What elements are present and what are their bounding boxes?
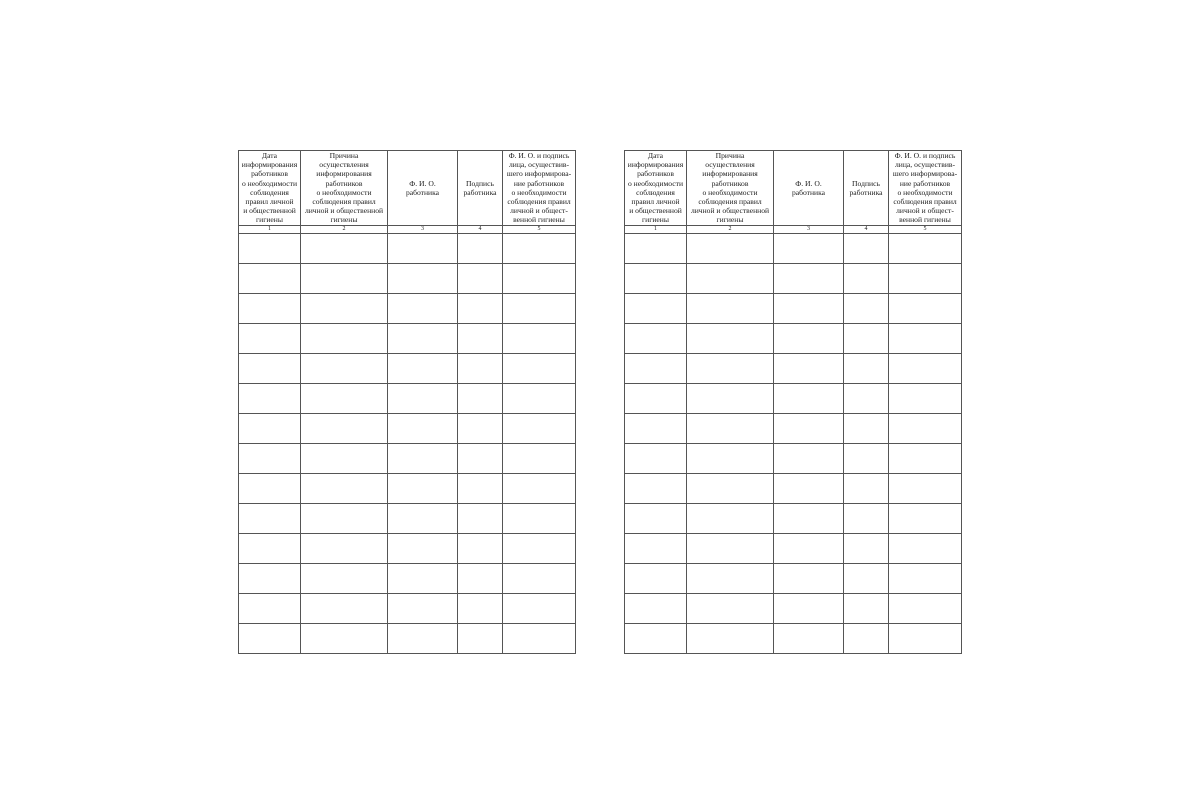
empty-cell	[687, 503, 774, 533]
empty-cell	[889, 533, 962, 563]
journal-row	[625, 413, 962, 443]
empty-cell	[388, 413, 458, 443]
journal-row	[239, 383, 576, 413]
column-number: 5	[503, 225, 576, 233]
empty-cell	[388, 383, 458, 413]
empty-cell	[625, 593, 687, 623]
empty-cell	[458, 623, 503, 653]
empty-cell	[388, 293, 458, 323]
journal-row	[625, 353, 962, 383]
empty-cell	[687, 293, 774, 323]
empty-cell	[239, 293, 301, 323]
journal-row	[625, 293, 962, 323]
empty-cell	[239, 593, 301, 623]
empty-cell	[889, 503, 962, 533]
empty-cell	[889, 623, 962, 653]
journal-row	[239, 593, 576, 623]
empty-cell	[503, 473, 576, 503]
empty-cell	[301, 443, 388, 473]
column-number: 2	[687, 225, 774, 233]
empty-cell	[301, 473, 388, 503]
journal-row	[625, 443, 962, 473]
empty-cell	[239, 473, 301, 503]
empty-cell	[458, 503, 503, 533]
empty-cell	[625, 323, 687, 353]
empty-cell	[239, 503, 301, 533]
journal-row	[625, 473, 962, 503]
empty-cell	[301, 533, 388, 563]
empty-cell	[687, 413, 774, 443]
empty-cell	[458, 563, 503, 593]
empty-cell	[889, 233, 962, 263]
empty-cell	[301, 503, 388, 533]
empty-cell	[774, 413, 844, 443]
header-employee-name: Ф. И. О. работника	[388, 151, 458, 226]
empty-cell	[687, 623, 774, 653]
empty-cell	[774, 293, 844, 323]
journal-row	[625, 323, 962, 353]
header-informer: Ф. И. О. и подпись лица, осуществив- шего информирова- ние работников о необходимости соблюдения правил личной и общест- венной гигиены	[503, 151, 576, 226]
journal-row	[239, 413, 576, 443]
empty-cell	[239, 233, 301, 263]
empty-cell	[388, 263, 458, 293]
empty-cell	[844, 563, 889, 593]
empty-cell	[774, 383, 844, 413]
journal-table	[238, 150, 576, 654]
header-row	[625, 151, 962, 226]
empty-cell	[458, 383, 503, 413]
empty-cell	[774, 233, 844, 263]
header-employee-name: Ф. И. О. работника	[774, 151, 844, 226]
header-reason: Причина осуществления информирования работников о необходимости соблюдения правил личной и общественной гигиены	[301, 151, 388, 226]
empty-cell	[458, 413, 503, 443]
empty-cell	[503, 323, 576, 353]
empty-cell	[625, 533, 687, 563]
column-number: 1	[625, 225, 687, 233]
column-number: 3	[388, 225, 458, 233]
header-employee-signature: Подпись работника	[458, 151, 503, 226]
empty-cell	[687, 443, 774, 473]
header-informer: Ф. И. О. и подпись лица, осуществив- шего информирова- ние работников о необходимости соблюдения правил личной и общест- венной гигиены	[889, 151, 962, 226]
empty-cell	[625, 473, 687, 503]
empty-cell	[844, 413, 889, 443]
journal-row	[239, 473, 576, 503]
empty-cell	[458, 263, 503, 293]
empty-cell	[687, 233, 774, 263]
empty-cell	[388, 623, 458, 653]
empty-cell	[503, 353, 576, 383]
column-number-row	[625, 225, 962, 233]
empty-cell	[458, 353, 503, 383]
empty-cell	[503, 233, 576, 263]
empty-cell	[458, 443, 503, 473]
journal-row	[625, 533, 962, 563]
empty-cell	[687, 353, 774, 383]
empty-cell	[774, 593, 844, 623]
empty-cell	[388, 503, 458, 533]
empty-cell	[301, 263, 388, 293]
column-number: 4	[844, 225, 889, 233]
empty-cell	[239, 563, 301, 593]
empty-cell	[239, 353, 301, 383]
journal-row	[625, 263, 962, 293]
empty-cell	[889, 443, 962, 473]
empty-cell	[774, 533, 844, 563]
empty-cell	[301, 293, 388, 323]
journal-row	[239, 533, 576, 563]
empty-cell	[458, 593, 503, 623]
empty-cell	[844, 293, 889, 323]
header-date: Дата информирования работников о необходимости соблюдения правил личной и общественной гигиены	[625, 151, 687, 226]
journal-row	[239, 353, 576, 383]
column-number: 5	[889, 225, 962, 233]
empty-cell	[458, 233, 503, 263]
empty-cell	[388, 233, 458, 263]
journal-row	[239, 293, 576, 323]
empty-cell	[239, 263, 301, 293]
empty-cell	[503, 593, 576, 623]
journal-row	[625, 593, 962, 623]
empty-cell	[301, 413, 388, 443]
empty-cell	[774, 473, 844, 503]
journal-row	[239, 503, 576, 533]
empty-cell	[301, 233, 388, 263]
empty-cell	[625, 233, 687, 263]
journal-row	[239, 563, 576, 593]
empty-cell	[458, 473, 503, 503]
empty-cell	[844, 383, 889, 413]
empty-cell	[687, 473, 774, 503]
empty-cell	[889, 473, 962, 503]
column-number: 2	[301, 225, 388, 233]
journal-page-right	[624, 150, 961, 654]
empty-cell	[687, 533, 774, 563]
empty-cell	[625, 293, 687, 323]
empty-cell	[503, 413, 576, 443]
journal-row	[239, 323, 576, 353]
empty-cell	[844, 533, 889, 563]
column-number: 1	[239, 225, 301, 233]
column-number: 4	[458, 225, 503, 233]
header-date: Дата информирования работников о необходимости соблюдения правил личной и общественной гигиены	[239, 151, 301, 226]
empty-cell	[889, 263, 962, 293]
empty-cell	[239, 323, 301, 353]
empty-cell	[388, 563, 458, 593]
empty-cell	[889, 593, 962, 623]
empty-cell	[844, 233, 889, 263]
journal-table	[624, 150, 962, 654]
empty-cell	[774, 353, 844, 383]
empty-cell	[844, 503, 889, 533]
journal-row	[625, 233, 962, 263]
empty-cell	[503, 383, 576, 413]
header-employee-signature: Подпись работника	[844, 151, 889, 226]
empty-cell	[774, 263, 844, 293]
empty-cell	[774, 623, 844, 653]
empty-cell	[388, 323, 458, 353]
empty-cell	[503, 293, 576, 323]
empty-cell	[388, 533, 458, 563]
empty-cell	[889, 563, 962, 593]
journal-row	[239, 233, 576, 263]
empty-cell	[687, 593, 774, 623]
empty-cell	[625, 563, 687, 593]
empty-cell	[844, 623, 889, 653]
empty-cell	[889, 353, 962, 383]
empty-cell	[889, 323, 962, 353]
empty-cell	[625, 353, 687, 383]
header-reason: Причина осуществления информирования работников о необходимости соблюдения правил личной и общественной гигиены	[687, 151, 774, 226]
column-number: 3	[774, 225, 844, 233]
empty-cell	[301, 323, 388, 353]
empty-cell	[844, 353, 889, 383]
empty-cell	[458, 323, 503, 353]
empty-cell	[774, 563, 844, 593]
journal-row	[239, 443, 576, 473]
empty-cell	[458, 533, 503, 563]
empty-cell	[625, 443, 687, 473]
empty-cell	[625, 263, 687, 293]
journal-row	[239, 623, 576, 653]
empty-cell	[239, 623, 301, 653]
empty-cell	[889, 383, 962, 413]
empty-cell	[625, 503, 687, 533]
empty-cell	[844, 323, 889, 353]
empty-cell	[301, 623, 388, 653]
empty-cell	[625, 383, 687, 413]
empty-cell	[458, 293, 503, 323]
empty-cell	[774, 323, 844, 353]
empty-cell	[239, 533, 301, 563]
empty-cell	[503, 623, 576, 653]
empty-cell	[503, 533, 576, 563]
empty-cell	[301, 383, 388, 413]
empty-cell	[503, 503, 576, 533]
empty-cell	[844, 473, 889, 503]
empty-cell	[301, 563, 388, 593]
empty-cell	[774, 503, 844, 533]
empty-cell	[388, 353, 458, 383]
empty-cell	[301, 353, 388, 383]
empty-cell	[503, 563, 576, 593]
column-number-row	[239, 225, 576, 233]
empty-cell	[844, 593, 889, 623]
empty-cell	[301, 593, 388, 623]
empty-cell	[239, 443, 301, 473]
empty-cell	[388, 443, 458, 473]
empty-cell	[774, 443, 844, 473]
header-row	[239, 151, 576, 226]
empty-cell	[889, 413, 962, 443]
journal-row	[625, 623, 962, 653]
empty-cell	[687, 263, 774, 293]
empty-cell	[844, 443, 889, 473]
empty-cell	[239, 413, 301, 443]
empty-cell	[844, 263, 889, 293]
journal-page-left	[238, 150, 575, 654]
journal-row	[625, 503, 962, 533]
journal-row	[625, 563, 962, 593]
empty-cell	[239, 383, 301, 413]
empty-cell	[503, 443, 576, 473]
empty-cell	[625, 623, 687, 653]
journal-row	[625, 383, 962, 413]
empty-cell	[687, 383, 774, 413]
empty-cell	[503, 263, 576, 293]
journal-row	[239, 263, 576, 293]
empty-cell	[687, 323, 774, 353]
empty-cell	[625, 413, 687, 443]
empty-cell	[388, 593, 458, 623]
empty-cell	[889, 293, 962, 323]
empty-cell	[388, 473, 458, 503]
empty-cell	[687, 563, 774, 593]
